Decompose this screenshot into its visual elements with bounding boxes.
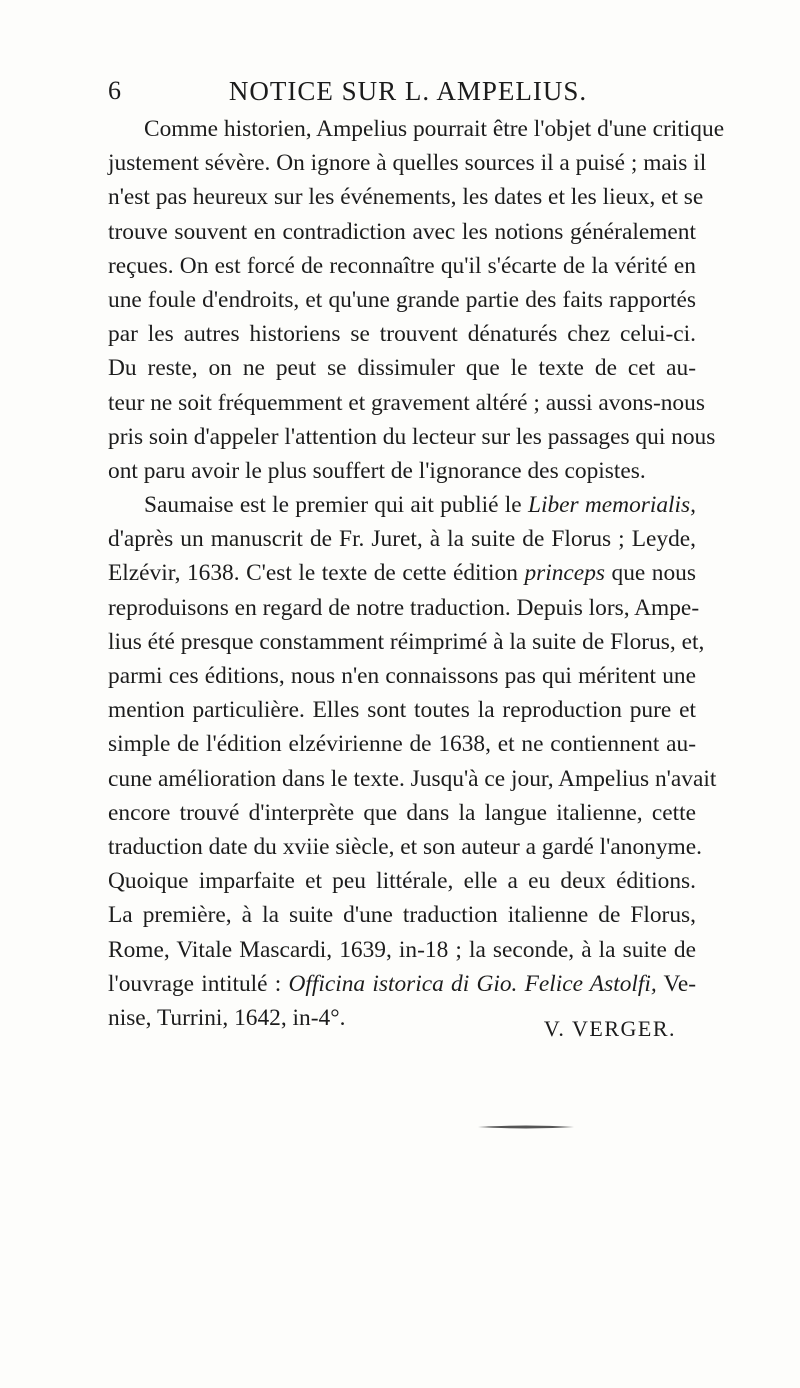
text-run: Ve- — [656, 970, 697, 997]
text-line: d'après un manuscrit de Fr. Juret, à la suite de Florus ; Leyde, — [108, 526, 696, 553]
text-line: trouve souvent en contradiction avec les notions généralement — [108, 218, 696, 245]
text-line: mention particulière. Elles sont toutes la reproduction pure et — [108, 697, 696, 724]
text-line: n'est pas heureux sur les événements, les dates et les lieux, et se — [108, 184, 704, 211]
text-line: par les autres historiens se trouvent dénaturés chez celui-ci. — [108, 321, 696, 348]
text-line: La première, à la suite d'une traduction italienne de Florus, — [108, 902, 696, 929]
author-signature: V. VERGER. — [543, 1016, 676, 1041]
text-line: ont paru avoir le plus souffert de l'ignorance des copistes. — [108, 457, 646, 484]
text-run: Elzévir, 1638. C'est le texte de cette édition — [108, 560, 525, 587]
text-run: que nous — [605, 560, 696, 587]
italic-term: princeps — [524, 560, 605, 587]
text-line: cune amélioration dans le texte. Jusqu'à ce jour, Ampelius n'avait — [108, 765, 717, 792]
book-title-italic: Liber memorialis, — [527, 492, 697, 519]
text-line: parmi ces éditions, nous n'en connaissons pas qui méritent une — [108, 663, 696, 689]
text-line — [108, 967, 696, 1001]
text-line: Comme historien, Ampelius pourrait être l'objet d'une critique — [144, 116, 725, 142]
text-line: Rome, Vitale Mascardi, 1639, in-18 ; la seconde, à la suite de — [108, 936, 696, 963]
text-line: traduction date du xviie siècle, et son auteur a gardé l'anonyme. — [108, 833, 702, 860]
text-line: encore trouvé d'interprète que dans la langue italienne, cette — [108, 799, 696, 826]
fleuron-ornament — [478, 1124, 574, 1130]
book-title-italic: Officina istorica di Gio. Felice Astolfi, — [288, 970, 657, 997]
text-line: nise, Turrini, 1642, in-4°. — [108, 1004, 346, 1031]
running-head — [108, 76, 708, 112]
text-line: reçues. On est forcé de reconnaître qu'il s'écarte de la vérité en — [108, 252, 696, 279]
text-line: simple de l'édition elzévirienne de 1638, et ne contiennent au- — [108, 731, 696, 758]
text-line: reproduisons en regard de notre traduction. Depuis lors, Ampe- — [108, 594, 700, 621]
text-line — [108, 556, 696, 590]
text-line — [108, 488, 696, 522]
text-run: l'ouvrage intitulé : — [108, 970, 289, 997]
text-line: Quoique imparfaite et peu littérale, elle a eu deux éditions. — [108, 868, 696, 895]
text-line: Du reste, on ne peut se dissimuler que le texte de cet au- — [108, 355, 696, 382]
body-text — [108, 112, 725, 1035]
running-title: NOTICE SUR L. AMPELIUS. — [228, 76, 588, 106]
text-line: une foule d'endroits, et qu'une grande partie des faits rapportés — [108, 286, 696, 313]
text-line: lius été presque constamment réimprimé à la suite de Florus, et, — [108, 628, 705, 655]
text-line: justement sévère. On ignore à quelles sources il a puisé ; mais il — [108, 150, 707, 177]
text-run: Saumaise est le premier qui ait publié le — [144, 492, 528, 519]
page-number: 6 — [108, 76, 122, 105]
text-line: pris soin d'appeler l'attention du lecteur sur les passages qui nous — [108, 423, 716, 450]
text-line: teur ne soit fréquemment et gravement altéré ; aussi avons-nous — [108, 389, 705, 416]
